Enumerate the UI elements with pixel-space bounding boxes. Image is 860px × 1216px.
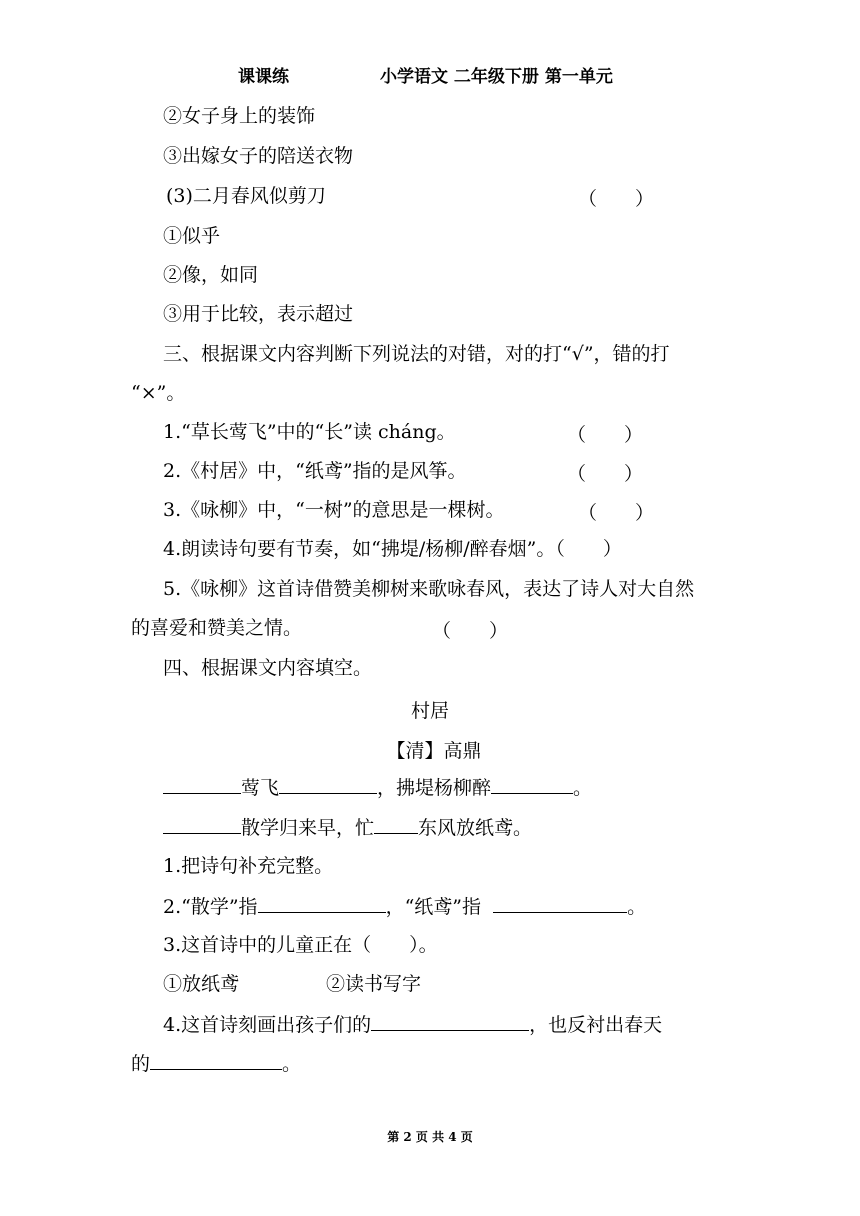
fill-blank[interactable] — [493, 894, 627, 913]
page-number: 第 2 页 共 4 页 — [387, 1130, 473, 1144]
judge-question-1: 1.“草长莺飞”中的“长”读 cháng。 — [163, 421, 456, 443]
fill-blank[interactable] — [279, 775, 377, 794]
question-line: (3)二月春风似剪刀 — [166, 185, 326, 207]
answer-paren: （ ） — [578, 188, 655, 210]
section-three-title: 三、根据课文内容判断下列说法的对错，对的打“√”，错的打 — [163, 343, 670, 365]
poem-line-2: 散学归来早，忙 东风放纸鸢。 — [163, 815, 532, 840]
fill-question-4: 4.这首诗刻画出孩子们的 ，也反衬出春天 — [163, 1014, 663, 1036]
choice-option-1: ①放纸鸢 — [163, 973, 240, 995]
poem-line-1: 莺飞 ，拂堤杨柳醉 。 — [163, 775, 592, 800]
fill-question-4-cont: 的 。 — [131, 1053, 302, 1075]
poem-author: 【清】高鼎 — [386, 740, 482, 762]
option-line: ②女子身上的装饰 — [163, 105, 316, 127]
fill-blank[interactable] — [163, 775, 241, 794]
judge-question-5: 5.《咏柳》这首诗借赞美柳树来歌咏春风，表达了诗人对大自然 — [163, 578, 695, 600]
fill-blank[interactable] — [491, 775, 573, 794]
option-line: ①似乎 — [163, 225, 221, 247]
judge-question-5-cont: 的喜爱和赞美之情。 — [131, 617, 303, 639]
option-line: ②像，如同 — [163, 264, 259, 286]
fill-question-3: 3.这首诗中的儿童正在（ ）。 — [163, 934, 438, 956]
answer-paren: （ ） — [432, 620, 509, 642]
answer-paren: （ ） — [578, 502, 655, 524]
fill-question-2: 2.“散学”指 ，“纸鸢”指 。 — [163, 896, 647, 918]
fill-blank[interactable] — [374, 815, 418, 834]
choice-option-2: ②读书写字 — [326, 973, 422, 995]
answer-paren: （ ） — [567, 463, 644, 485]
section-three-title-cont: “×”。 — [131, 382, 186, 404]
fill-blank[interactable] — [163, 815, 241, 834]
header-right: 小学语文 二年级下册 第一单元 — [380, 67, 613, 87]
judge-question-4: 4.朗读诗句要有节奏，如“拂堤/杨柳/醉春烟”。（ ） — [163, 538, 622, 560]
header-left: 课课练 — [238, 67, 289, 87]
judge-question-3: 3.《咏柳》中，“一树”的意思是一棵树。 — [163, 499, 505, 521]
fill-blank[interactable] — [371, 1012, 529, 1031]
option-line: ③出嫁女子的陪送衣物 — [163, 145, 354, 167]
fill-blank[interactable] — [258, 894, 386, 913]
option-line: ③用于比较，表示超过 — [163, 303, 354, 325]
fill-blank[interactable] — [150, 1051, 282, 1070]
fill-question-1: 1.把诗句补充完整。 — [163, 855, 334, 877]
poem-title: 村居 — [410, 700, 449, 722]
section-four-title: 四、根据课文内容填空。 — [163, 657, 373, 679]
answer-paren: （ ） — [567, 424, 644, 446]
judge-question-2: 2.《村居》中，“纸鸢”指的是风筝。 — [163, 460, 467, 482]
